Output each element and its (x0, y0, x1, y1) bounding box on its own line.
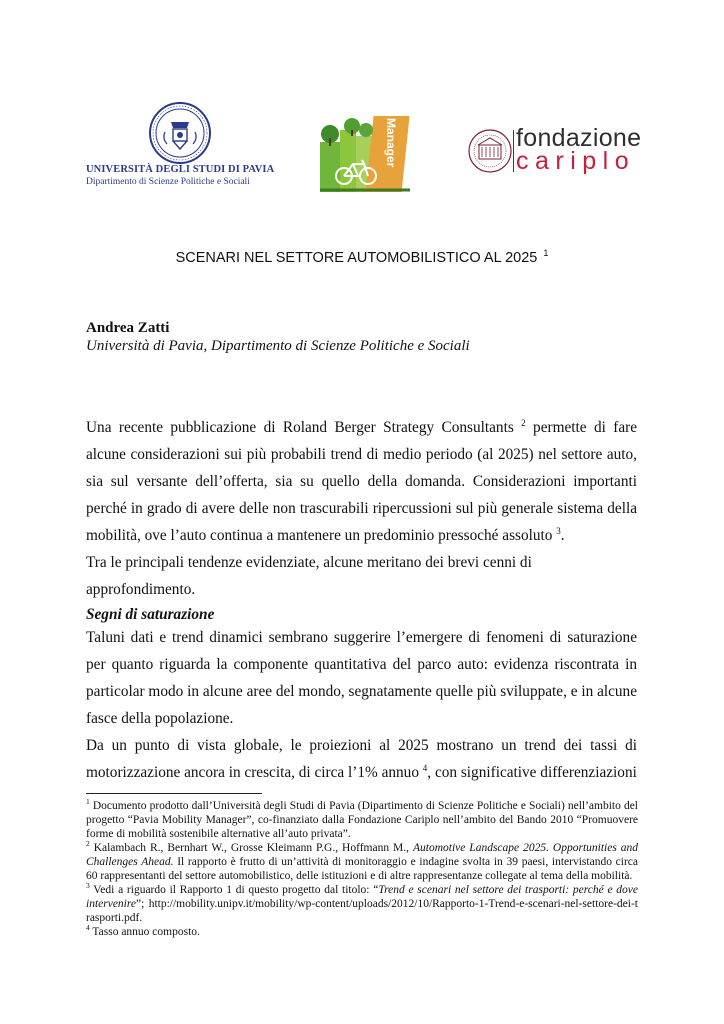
university-seal-icon (149, 102, 211, 164)
footnote-4 (86, 925, 638, 939)
footnote-italic: Trend e scenari nel settore dei trasporti: perché e dove intervenire (86, 884, 639, 910)
section-text-b: , con significative differenziazioni (427, 764, 637, 781)
title-text: SCENARI NEL SETTORE AUTOMOBILISTICO AL 2025 (175, 249, 538, 266)
intro-section (86, 414, 637, 603)
footnote-link[interactable]: ”; http://mobility.unipv.it/mobility/wp-content/uploads/2012/10/Rapporto-1-Trend-e-scenari-nel-settore-dei-trasporti.pdf. (86, 898, 638, 924)
author-affiliation: Università di Pavia, Dipartimento di Scienze Politiche e Sociali (86, 338, 470, 354)
unipv-department: Dipartimento di Scienze Politiche e Sociali (86, 177, 250, 187)
intro-paragraph-2: Tra le principali tendenze evidenziate, alcune meritano dei brevi cenni di approfondimento. (86, 554, 532, 598)
intro-text-end: . (560, 527, 565, 544)
footnote-ref-2: 2 (521, 417, 526, 428)
manager-logo-text: Manager (384, 118, 398, 168)
footnote-text: Kalambach R., Bernhart W., Grosse Kleimann P.G., Hoffmann M., (89, 842, 413, 854)
footnote-number: 2 (86, 839, 90, 849)
footnote-ref-3: 3 (556, 525, 561, 536)
unipv-name: UNIVERSITÀ DEGLI STUDI DI PAVIA (86, 164, 275, 175)
cariplo-building-icon (468, 129, 512, 173)
section-text-a: Da un punto di vista globale, le proiezioni al 2025 mostrano un trend dei tassi di motorizzazione ancora in crescita, di circa l’1% annuo (86, 737, 637, 781)
intro-text-b: permette di fare alcune considerazioni sui più probabili trend di medio periodo (al 2025) nel settore auto, sia sul versante dell’offerta, sia su quello della domanda. Considerazioni importanti perché in grado di avere delle non trascurabili ripercussioni sul più generale sistema della mobilità, ove l’auto continua a mantenere un predominio pressoché assoluto (86, 419, 637, 544)
footnote-3 (86, 883, 638, 925)
footnote-number: 1 (86, 797, 90, 807)
document-title (0, 248, 724, 266)
footnote-ref-4: 4 (422, 762, 428, 773)
footnote-1 (86, 799, 638, 841)
author-name: Andrea Zatti (86, 320, 170, 336)
unipv-logo (86, 102, 286, 192)
footnote-text: Vedi a riguardo il Rapporto 1 di questo progetto dal titolo: “ (89, 884, 379, 896)
cariplo-line1: fondazione (516, 124, 642, 152)
footnote-text: Il rapporto è frutto di un’attività di monitoraggio e indagine svolta in 39 paesi, intervistando circa 60 rappresentanti del settore automobilistico, delle istituzioni e di altre rappresentanze collegate al tema della mobilità. (86, 856, 638, 882)
cariplo-line2: cariplo (516, 147, 636, 175)
section-paragraph-2 (86, 732, 637, 786)
bicycle-city-icon (316, 112, 416, 196)
cariplo-divider (513, 130, 514, 172)
section-paragraph-1: Taluni dati e trend dinamici sembrano suggerire l’emergere di fenomeni di saturazione per quanto riguarda la componente quantitativa del parco auto: evidenza riscontrata in particolar modo in alcune aree del mondo, segnatamente quelle più sviluppate, e in alcune fasce della popolazione. (86, 629, 637, 727)
footnote-2 (86, 841, 638, 883)
cariplo-logo (468, 126, 658, 176)
intro-paragraph-1 (86, 414, 637, 549)
intro-text-a: Una recente pubblicazione di Roland Berger Strategy Consultants (86, 419, 514, 436)
footnote-number: 4 (86, 923, 90, 933)
footnote-separator (86, 793, 262, 794)
section-heading: Segni di saturazione (86, 606, 215, 623)
footnote-text: Documento prodotto dall’Università degli Studi di Pavia (Dipartimento di Scienze Politiche e Sociali) nell’ambito del progetto “Pavia Mobility Manager”, co-finanziato dalla Fondazione Cariplo nell’ambito del Bando 2010 “Promuovere forme di mobilità sostenibile alternative all’auto privata”. (86, 800, 638, 840)
footnote-text: Tasso annuo composto. (89, 926, 200, 938)
section-body (86, 624, 637, 786)
footnotes (86, 799, 638, 939)
title-footnote-ref: 1 (543, 248, 549, 258)
footnote-italic: Automotive Landscape 2025. Opportunities and Challenges Ahead. (86, 842, 639, 868)
footnote-number: 3 (86, 881, 90, 891)
mobility-manager-logo (316, 112, 416, 196)
